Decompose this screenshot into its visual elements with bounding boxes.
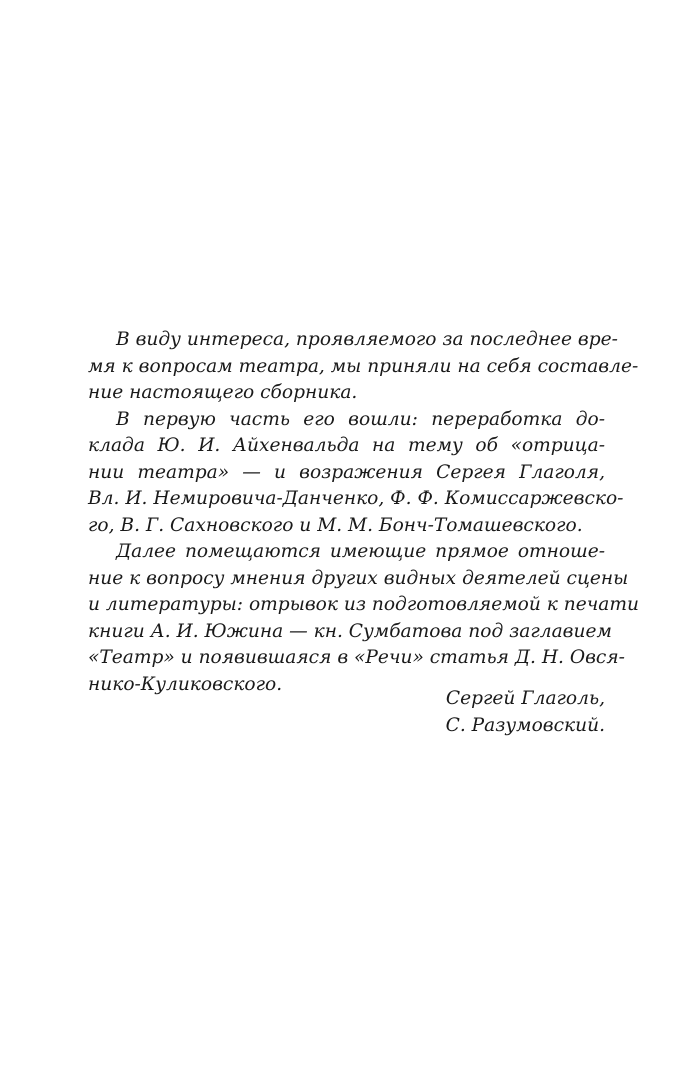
paragraph-2-line-4: Вл. И. Немировича-Данченко, Ф. Ф. Комиссаржевско- — [88, 488, 624, 509]
paragraph-3-line-3: и литературы: отрывок из подготовляемой к печати — [88, 594, 639, 615]
paragraph-2-line-3: нии театра» — и возражения Сергея Глаголя, — [88, 461, 605, 483]
paragraph-3-line-5: «Театр» и появившаяся в «Речи» статья Д. Н. Овся- — [88, 647, 625, 668]
paragraph-1-line-2: мя к вопросам театра, мы приняли на себя составле- — [88, 355, 639, 377]
signature-block — [446, 686, 605, 739]
paragraph-2-line-1: В первую часть его вошли: переработка до- — [116, 408, 605, 430]
paragraph-1-line-3: ние настоящего сборника. — [88, 382, 358, 403]
paragraph-3-line-4: книги А. И. Южина — кн. Сумбатова под заглавием — [88, 620, 612, 642]
paragraph-3-line-2: ние к вопросу мнения других видных деятелей сцены — [88, 567, 629, 589]
paragraph-2-line-5: го, В. Г. Сахновского и М. М. Бонч-Томашевского. — [88, 514, 583, 536]
paragraph-3-line-1: Далее помещаются имеющие прямое отноше- — [116, 541, 605, 562]
signature-line-2: С. Разумовский. — [445, 714, 605, 736]
paragraph-2-line-2: клада Ю. И. Айхенвальда на тему об «отрица- — [88, 435, 605, 456]
signature-line-1: Сергей Глаголь, — [445, 688, 605, 709]
paragraph-1-line-1: В виду интереса, проявляемого за последнее вре- — [116, 329, 618, 350]
paragraph-3-line-6: нико-Куликовского. — [88, 673, 283, 695]
preface-text — [88, 327, 639, 698]
